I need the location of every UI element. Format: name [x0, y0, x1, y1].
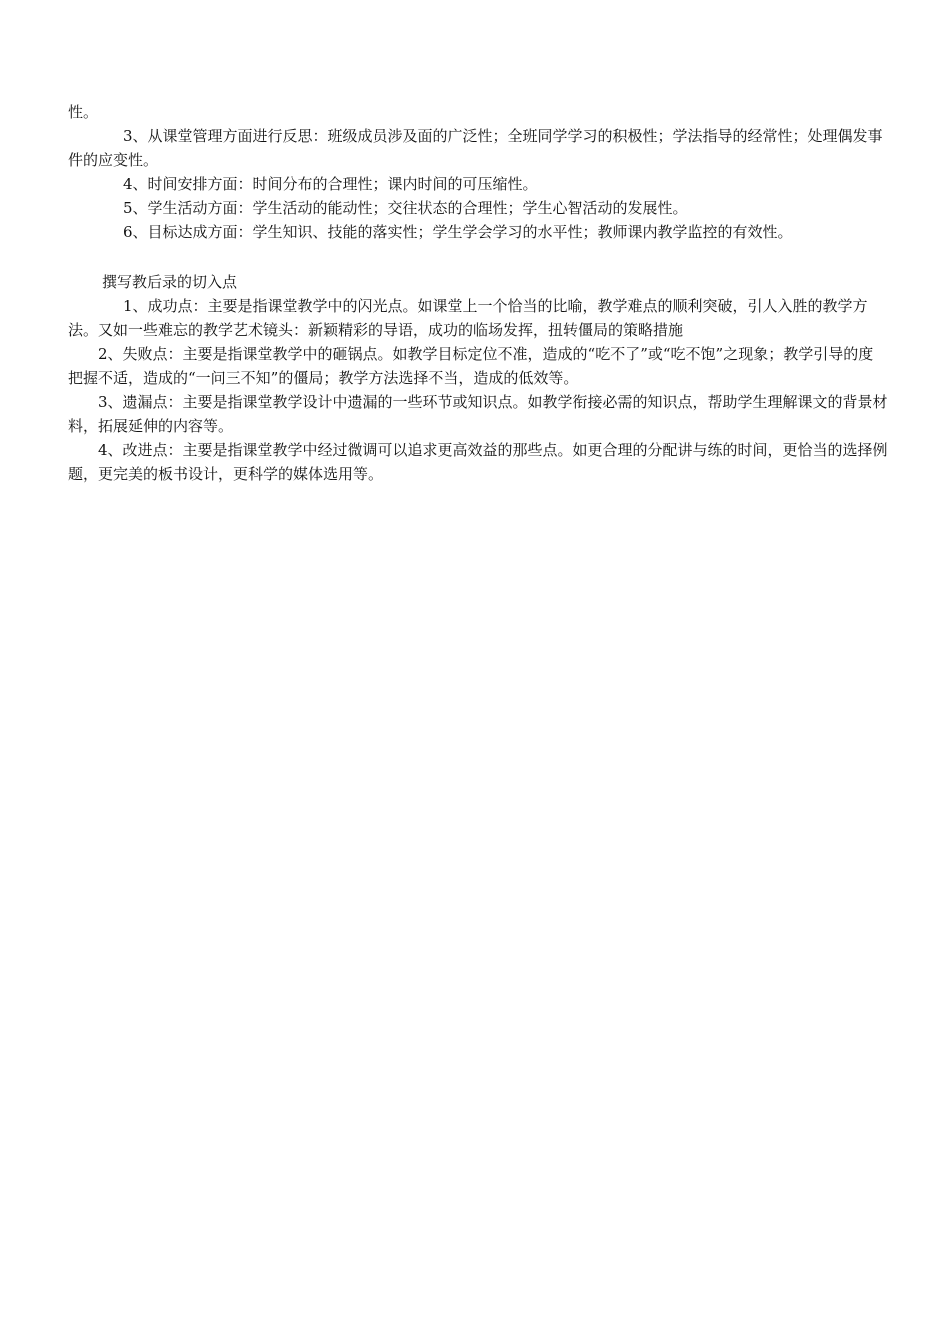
- section-spacer: [68, 244, 888, 270]
- section-title: 撰写教后录的切入点: [102, 273, 238, 291]
- entry-point-improvement: 4、改进点：主要是指课堂教学中经过微调可以追求更高效益的那些点。如更合理的分配讲与练的时间，更恰当的选择例题，更完美的板书设计，更科学的媒体选用等。: [68, 441, 888, 483]
- document-page: [68, 100, 888, 486]
- entry-point-omission: 3、遗漏点：主要是指课堂教学设计中遗漏的一些环节或知识点。如教学衔接必需的知识点，帮助学生理解课文的背景材料，拓展延伸的内容等。: [68, 393, 888, 435]
- reflection-item-classroom-management: 3、从课堂管理方面进行反思：班级成员涉及面的广泛性；全班同学学习的积极性；学法指导的经常性；处理偶发事件的应变性。: [68, 127, 883, 169]
- reflection-item-student-activity: 5、学生活动方面：学生活动的能动性；交往状态的合理性；学生心智活动的发展性。: [123, 199, 688, 217]
- reflection-item-goal-achievement: 6、目标达成方面：学生知识、技能的落实性；学生学会学习的水平性；教师课内教学监控的有效性。: [123, 223, 793, 241]
- entry-point-success: 1、成功点：主要是指课堂教学中的闪光点。如课堂上一个恰当的比喻，教学难点的顺利突破，引人入胜的教学方法。又如一些难忘的教学艺术镜头：新颖精彩的导语，成功的临场发挥，扭转僵局的策略措施: [68, 297, 868, 339]
- reflection-item-time-arrangement: 4、时间安排方面：时间分布的合理性；课内时间的可压缩性。: [123, 175, 538, 193]
- entry-point-failure: 2、失败点：主要是指课堂教学中的砸锅点。如教学目标定位不准，造成的“吃不了”或“吃不饱”之现象；教学引导的度把握不适，造成的“一问三不知”的僵局；教学方法选择不当，造成的低效等。: [68, 345, 874, 387]
- continuation-text: 性。: [68, 103, 99, 121]
